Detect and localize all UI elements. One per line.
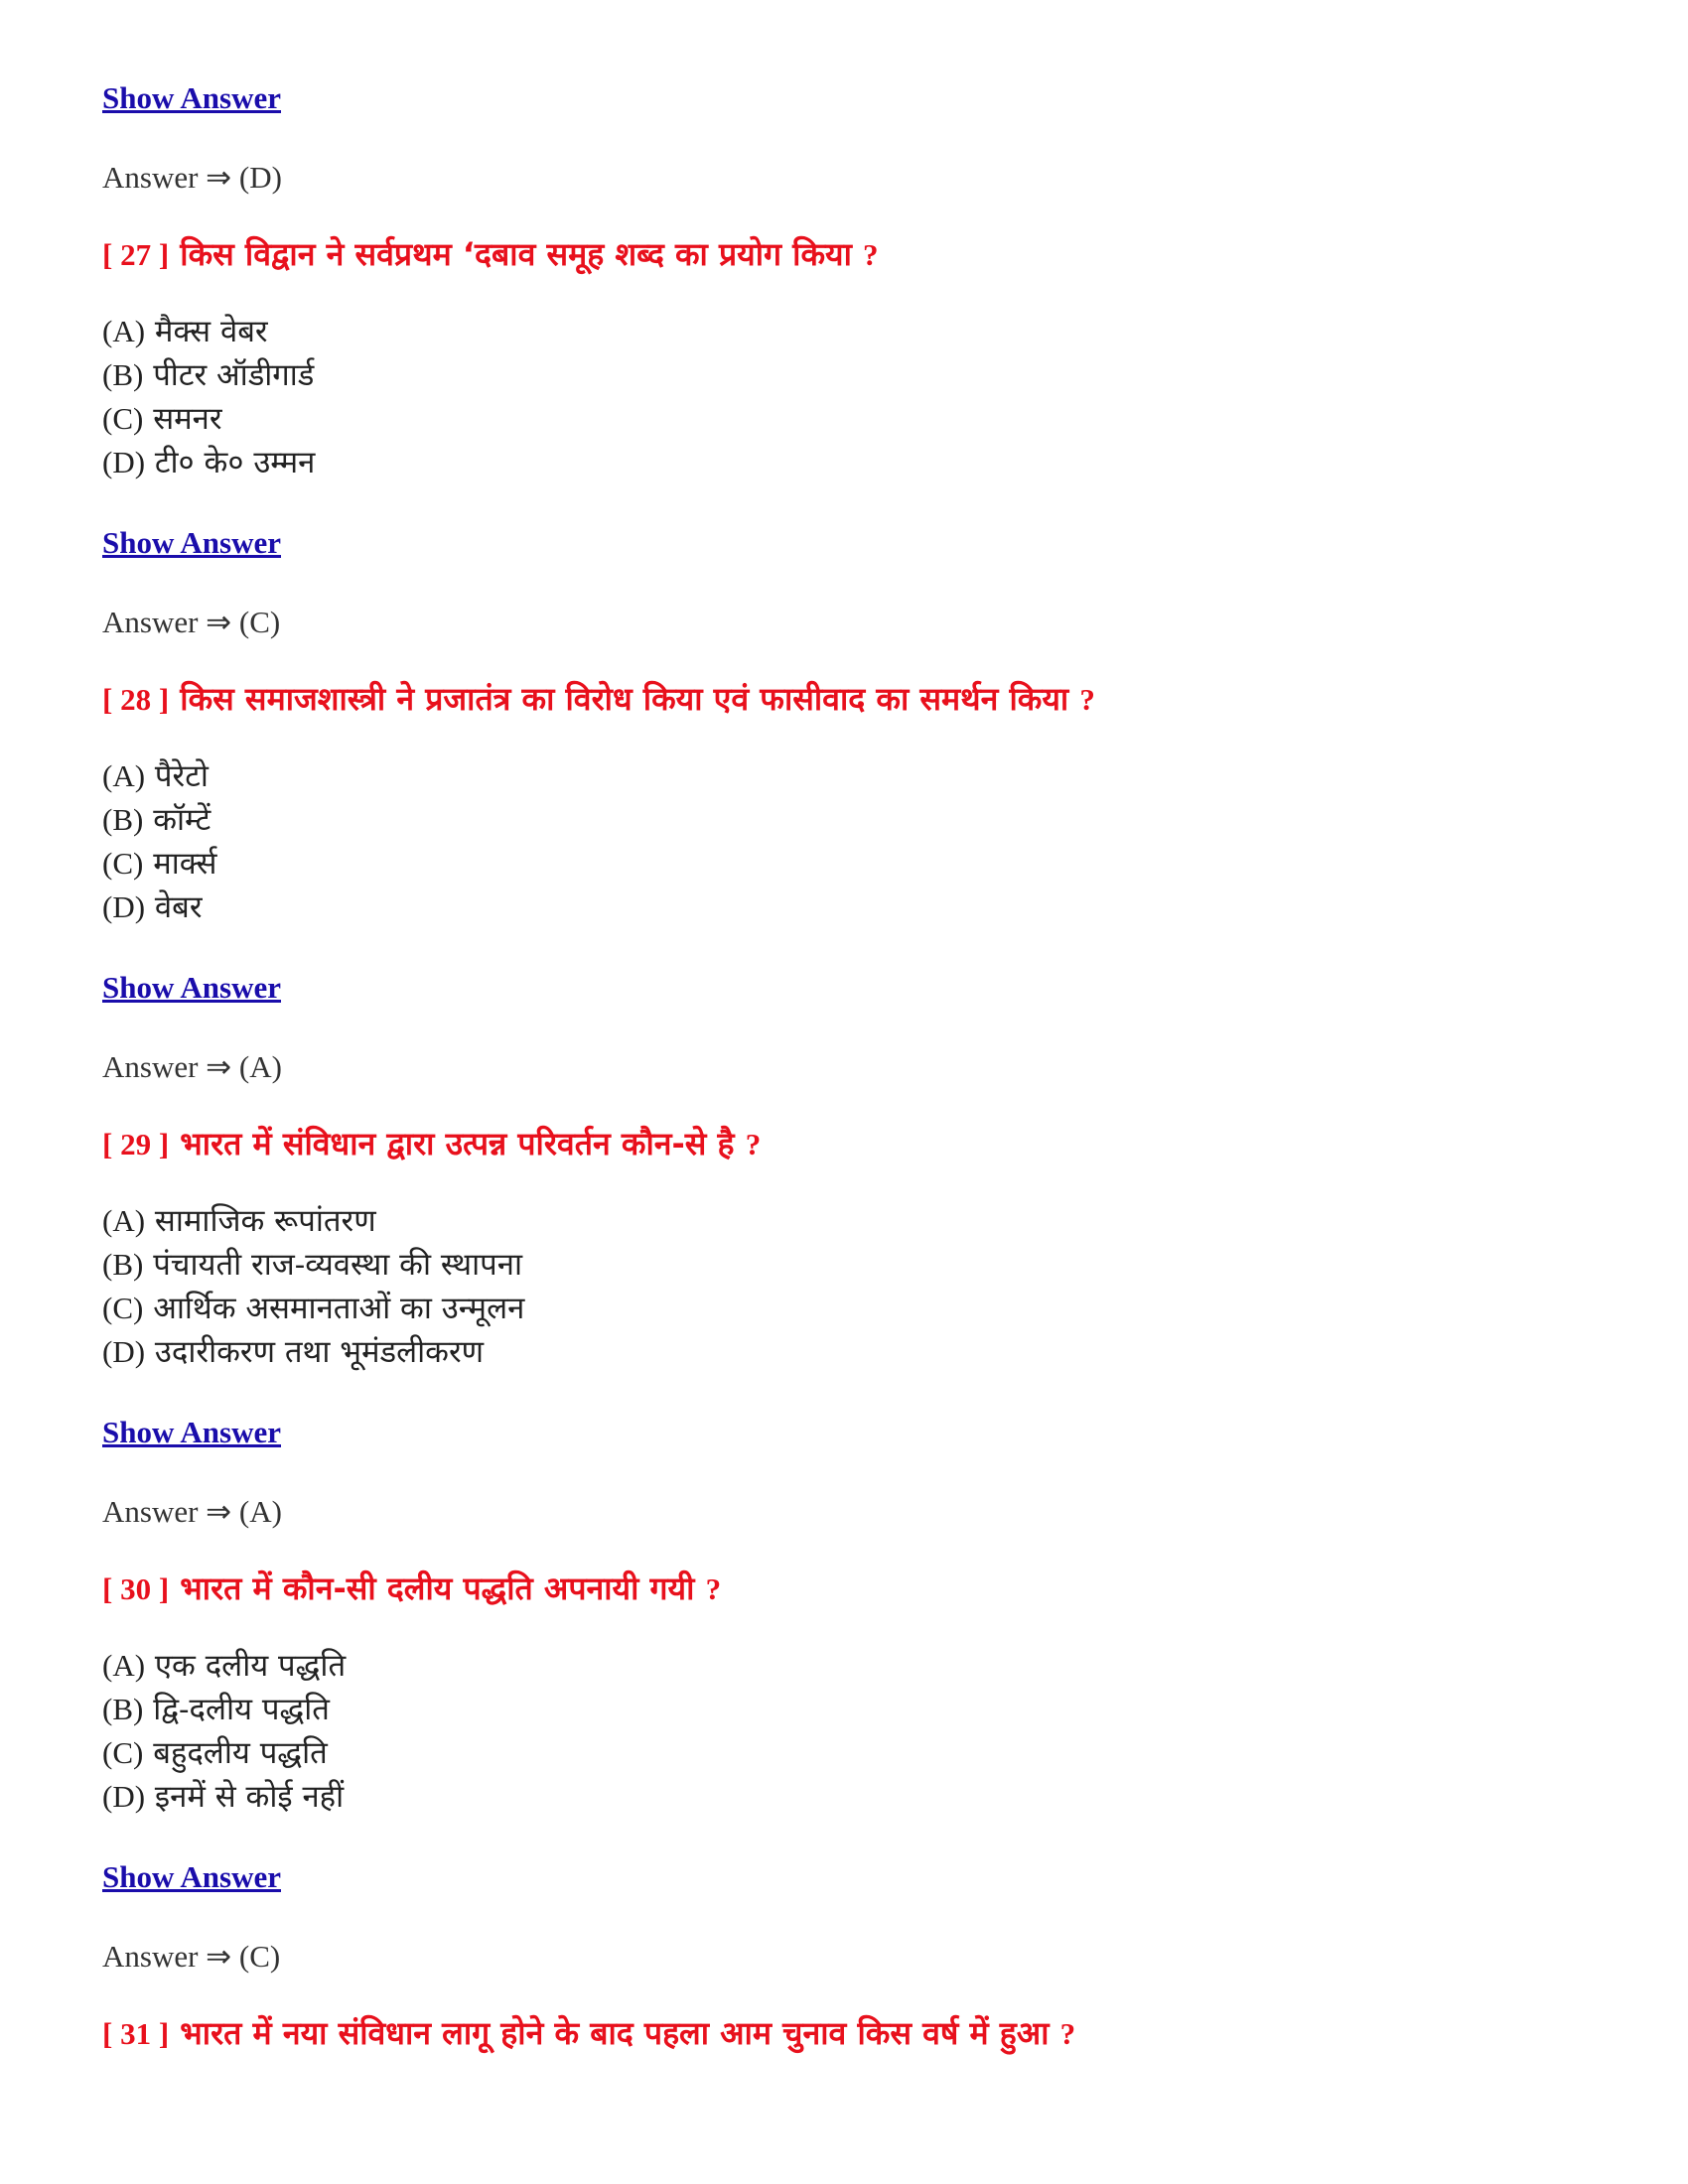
question-30 <box>102 1567 1592 1610</box>
option-a <box>102 1644 1592 1688</box>
question-31 <box>102 2011 1592 2055</box>
answer-text-29: Answer ⇒ (A) <box>102 1494 282 1529</box>
option-text: समनर <box>153 401 222 437</box>
option-text: वेबर <box>154 889 203 925</box>
options-28 <box>102 754 1592 929</box>
show-answer-link-27[interactable]: Show Answer <box>102 525 282 560</box>
option-text: टी० के० उम्मन <box>154 445 316 480</box>
option-text: द्वि-दलीय पद्धति <box>153 1692 330 1727</box>
option-text: बहुदलीय पद्धति <box>153 1735 328 1771</box>
option-label: (C) <box>102 1291 144 1325</box>
option-label: (B) <box>102 1692 144 1726</box>
question-27 <box>102 232 1592 276</box>
question-mark: ? <box>1079 682 1095 717</box>
question-number: [ 29 ] <box>102 1127 170 1161</box>
option-c <box>102 1287 1592 1330</box>
option-label: (B) <box>102 802 144 837</box>
answer-text-26: Answer ⇒ (D) <box>102 160 282 195</box>
option-d <box>102 886 1592 929</box>
question-text: किस विद्वान ने सर्वप्रथम ‘दबाव समूह शब्द का प्रयोग किया <box>180 235 852 273</box>
option-label: (A) <box>102 758 146 793</box>
option-label: (C) <box>102 401 144 436</box>
option-b <box>102 353 1592 397</box>
question-text: भारत में संविधान द्वारा उत्पन्न परिवर्तन कौन-से है <box>180 1125 735 1162</box>
option-text: पंचायती राज-व्यवस्था की स्थापना <box>153 1247 522 1283</box>
answer-text-28: Answer ⇒ (A) <box>102 1049 282 1084</box>
question-mark: ? <box>705 1571 722 1606</box>
option-d <box>102 1775 1592 1819</box>
option-c <box>102 397 1592 441</box>
option-a <box>102 1199 1592 1243</box>
question-number: [ 28 ] <box>102 682 170 717</box>
option-c <box>102 842 1592 886</box>
question-mark: ? <box>745 1127 762 1161</box>
answer-text-27: Answer ⇒ (C) <box>102 605 281 639</box>
question-number: [ 30 ] <box>102 1571 170 1606</box>
show-answer-link-28[interactable]: Show Answer <box>102 970 282 1005</box>
option-label: (A) <box>102 314 146 348</box>
option-a <box>102 310 1592 353</box>
option-b <box>102 798 1592 842</box>
question-number: [ 31 ] <box>102 2016 170 2051</box>
option-label: (C) <box>102 846 144 881</box>
question-number: [ 27 ] <box>102 237 170 272</box>
option-d <box>102 1330 1592 1374</box>
question-text: किस समाजशास्त्री ने प्रजातंत्र का विरोध किया एवं फासीवाद का समर्थन किया <box>180 680 1069 718</box>
option-text: कॉम्टें <box>153 802 211 838</box>
question-text: भारत में कौन-सी दलीय पद्धति अपनायी गयी <box>180 1570 695 1607</box>
option-d <box>102 441 1592 484</box>
option-text: इनमें से कोई नहीं <box>154 1779 345 1815</box>
option-c <box>102 1731 1592 1775</box>
options-30 <box>102 1644 1592 1819</box>
option-label: (C) <box>102 1735 144 1770</box>
show-answer-link-29[interactable]: Show Answer <box>102 1415 282 1449</box>
show-answer-link-26[interactable]: Show Answer <box>102 80 282 115</box>
option-text: पैरेटो <box>154 758 209 794</box>
option-text: एक दलीय पद्धति <box>154 1648 347 1684</box>
question-mark: ? <box>863 237 879 272</box>
option-b <box>102 1243 1592 1287</box>
show-answer-link-30[interactable]: Show Answer <box>102 1859 282 1894</box>
quiz-page <box>102 79 1592 2055</box>
question-text: भारत में नया संविधान लागू होने के बाद पहला आम चुनाव किस वर्ष में हुआ <box>180 2014 1050 2052</box>
option-text: मार्क्स <box>153 846 217 882</box>
option-label: (D) <box>102 445 146 479</box>
answer-text-30: Answer ⇒ (C) <box>102 1939 281 1974</box>
option-text: मैक्स वेबर <box>154 314 268 349</box>
option-label: (D) <box>102 1334 146 1369</box>
options-29 <box>102 1199 1592 1374</box>
option-text: सामाजिक रूपांतरण <box>154 1203 376 1239</box>
option-text: पीटर ऑडीगार्ड <box>153 357 315 393</box>
options-27 <box>102 310 1592 484</box>
option-text: आर्थिक असमानताओं का उन्मूलन <box>153 1291 525 1326</box>
option-text: उदारीकरण तथा भूमंडलीकरण <box>154 1334 485 1370</box>
option-label: (B) <box>102 1247 144 1282</box>
option-a <box>102 754 1592 798</box>
option-label: (A) <box>102 1203 146 1238</box>
option-label: (D) <box>102 889 146 924</box>
question-28 <box>102 677 1592 721</box>
question-29 <box>102 1122 1592 1165</box>
option-b <box>102 1688 1592 1731</box>
option-label: (A) <box>102 1648 146 1683</box>
question-mark: ? <box>1059 2016 1076 2051</box>
option-label: (B) <box>102 357 144 392</box>
option-label: (D) <box>102 1779 146 1814</box>
